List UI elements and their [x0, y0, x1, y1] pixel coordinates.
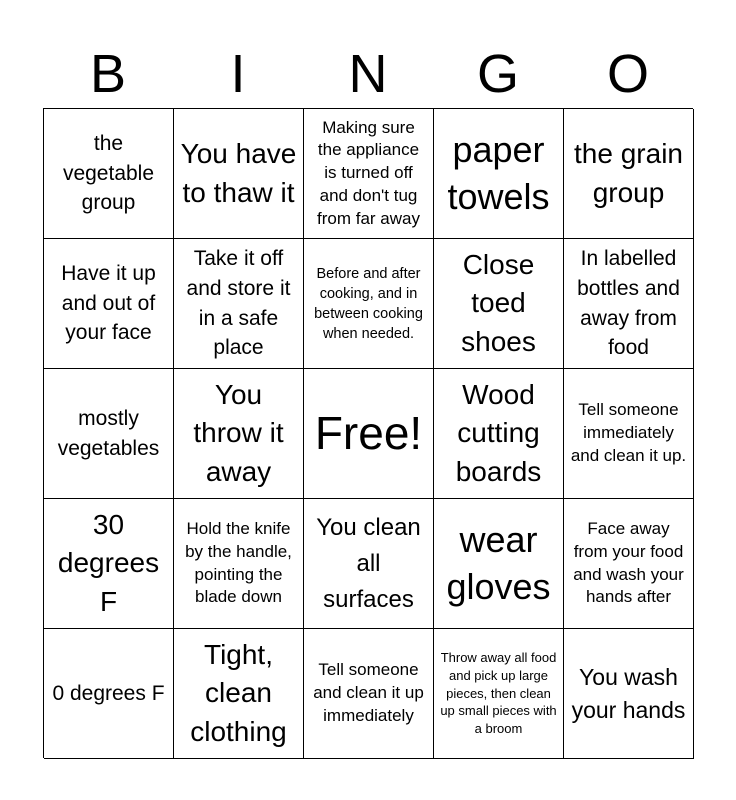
bingo-cell-r4-c1 [174, 629, 304, 759]
bingo-cell-text: 0 degrees F [52, 681, 165, 705]
bingo-cell-text: wear gloves [446, 519, 551, 607]
bingo-cell-text: You wash your hands [571, 663, 686, 723]
bingo-cell-r0-c1 [174, 109, 304, 239]
bingo-cell-text: Making sure the appliance is turned off and don't tug from far away [317, 117, 420, 228]
bingo-board [43, 108, 693, 758]
bingo-cell-r2-c0 [44, 369, 174, 499]
bingo-cell-text: You clean all surfaces [316, 513, 421, 613]
bingo-cell-text: You have to thaw it [180, 138, 297, 208]
header-letter-o: O [606, 44, 649, 104]
bingo-cell-text: You throw it away [193, 379, 284, 487]
bingo-cell-text: Tell someone immediately and clean it up. [570, 400, 687, 465]
bingo-cell-text: mostly vegetables [57, 406, 160, 460]
bingo-cell-r2-c1 [174, 369, 304, 499]
bingo-cell-text: Wood cutting boards [455, 379, 542, 487]
bingo-cell-text: Throw away all food and pick up large pieces, then clean up small pieces with a broom [440, 649, 557, 737]
bingo-cell-r1-c0 [44, 239, 174, 369]
bingo-cell-r3-c1 [174, 499, 304, 629]
bingo-cell-text: the grain group [574, 138, 683, 208]
bingo-cell-r4-c0 [44, 629, 174, 759]
bingo-cell-text: Face away from your food and wash your hands after [573, 518, 684, 607]
bingo-cell-r4-c3 [434, 629, 564, 759]
bingo-cell-r2-c3 [434, 369, 564, 499]
bingo-cell-text: paper towels [447, 129, 550, 217]
bingo-cell-text: 30 degrees F [57, 509, 160, 617]
bingo-cell-r4-c4 [564, 629, 694, 759]
bingo-cell-r3-c3 [434, 499, 564, 629]
bingo-cell-text: Tell someone and clean it up immediately [313, 660, 424, 725]
bingo-cell-r1-c2 [304, 239, 434, 369]
bingo-cell-text: Have it up and out of your face [61, 261, 156, 345]
header-letter-n: N [348, 44, 388, 104]
bingo-cell-text: Close toed shoes [461, 249, 536, 357]
bingo-cell-text: the vegetable group [62, 131, 155, 215]
bingo-cell-r0-c2 [304, 109, 434, 239]
bingo-cell-r4-c2 [304, 629, 434, 759]
header-letter-g: G [476, 44, 519, 104]
bingo-header [43, 38, 693, 108]
bingo-cell-r0-c3 [434, 109, 564, 239]
bingo-cell-r3-c4 [564, 499, 694, 629]
bingo-cell-r3-c0 [44, 499, 174, 629]
bingo-cell-text: Hold the knife by the handle, pointing the blade down [185, 518, 292, 607]
header-letter-i: I [230, 44, 246, 104]
bingo-cell-r2-c4 [564, 369, 694, 499]
bingo-cell-text: Take it off and store it in a safe place [186, 246, 291, 360]
bingo-cell-text: Before and after cooking, and in between cooking when needed. [314, 265, 423, 342]
bingo-cell-free-space [304, 369, 434, 499]
bingo-cell-r0-c0 [44, 109, 174, 239]
bingo-cell-r1-c3 [434, 239, 564, 369]
bingo-cell-r0-c4 [564, 109, 694, 239]
header-letter-b: B [89, 44, 127, 104]
bingo-cell-text: In labelled bottles and away from food [577, 246, 680, 360]
bingo-cell-text: Free! [314, 407, 423, 460]
bingo-cell-r1-c1 [174, 239, 304, 369]
bingo-cell-text: Tight, clean clothing [190, 639, 287, 747]
bingo-cell-r3-c2 [304, 499, 434, 629]
bingo-cell-r1-c4 [564, 239, 694, 369]
